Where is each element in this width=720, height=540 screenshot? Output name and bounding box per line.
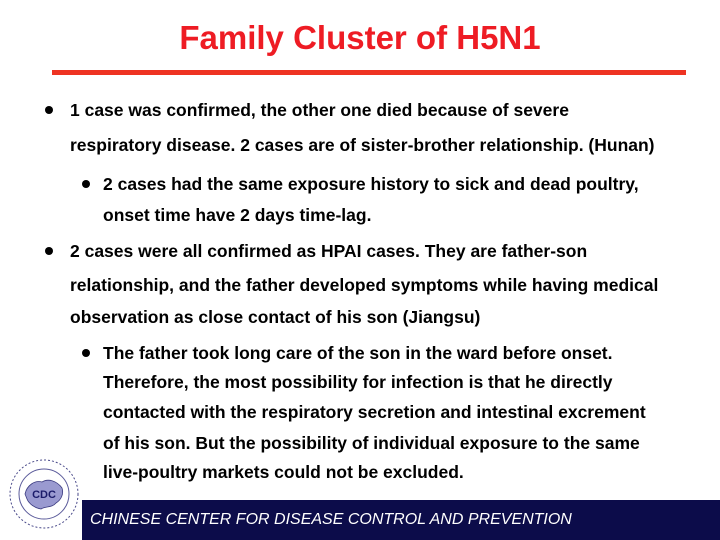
sub-bullet-dot xyxy=(82,180,90,188)
bullet-1-line-1: 1 case was confirmed, the other one died because of severe xyxy=(70,100,569,120)
bullet-1a-line-2: onset time have 2 days time-lag. xyxy=(103,205,372,225)
bullet-2a-line-4: of his son. But the possibility of individual exposure to the same xyxy=(103,433,640,453)
title-underline xyxy=(52,70,686,75)
bullet-2-line-1: 2 cases were all confirmed as HPAI cases. They are father-son xyxy=(70,241,588,261)
bullet-2-line-3: observation as close contact of his son (Jiangsu) xyxy=(70,307,481,327)
bullet-2a-line-5: live-poultry markets could not be excluded. xyxy=(103,462,464,482)
bullet-2-line-2: relationship, and the father developed symptoms while having medical xyxy=(70,275,659,295)
bullet-1a-line-1: 2 cases had the same exposure history to sick and dead poultry, xyxy=(103,174,639,194)
bullet-dot xyxy=(45,106,53,114)
bullet-2a-line-2: Therefore, the most possibility for infection is that he directly xyxy=(103,372,613,392)
footer-text: CHINESE CENTER FOR DISEASE CONTROL AND PREVENTION xyxy=(90,511,572,528)
bullet-dot xyxy=(45,247,53,255)
china-cdc-logo-icon xyxy=(8,458,80,530)
bullet-2a-line-1: The father took long care of the son in the ward before onset. xyxy=(103,343,613,363)
bullet-2a-line-3: contacted with the respiratory secretion and intestinal excrement xyxy=(103,402,646,422)
sub-bullet-dot xyxy=(82,349,90,357)
logo-text: CDC xyxy=(32,489,56,501)
slide-title: Family Cluster of H5N1 xyxy=(179,19,541,56)
bullet-1-line-2: respiratory disease. 2 cases are of sister-brother relationship. (Hunan) xyxy=(70,135,655,155)
